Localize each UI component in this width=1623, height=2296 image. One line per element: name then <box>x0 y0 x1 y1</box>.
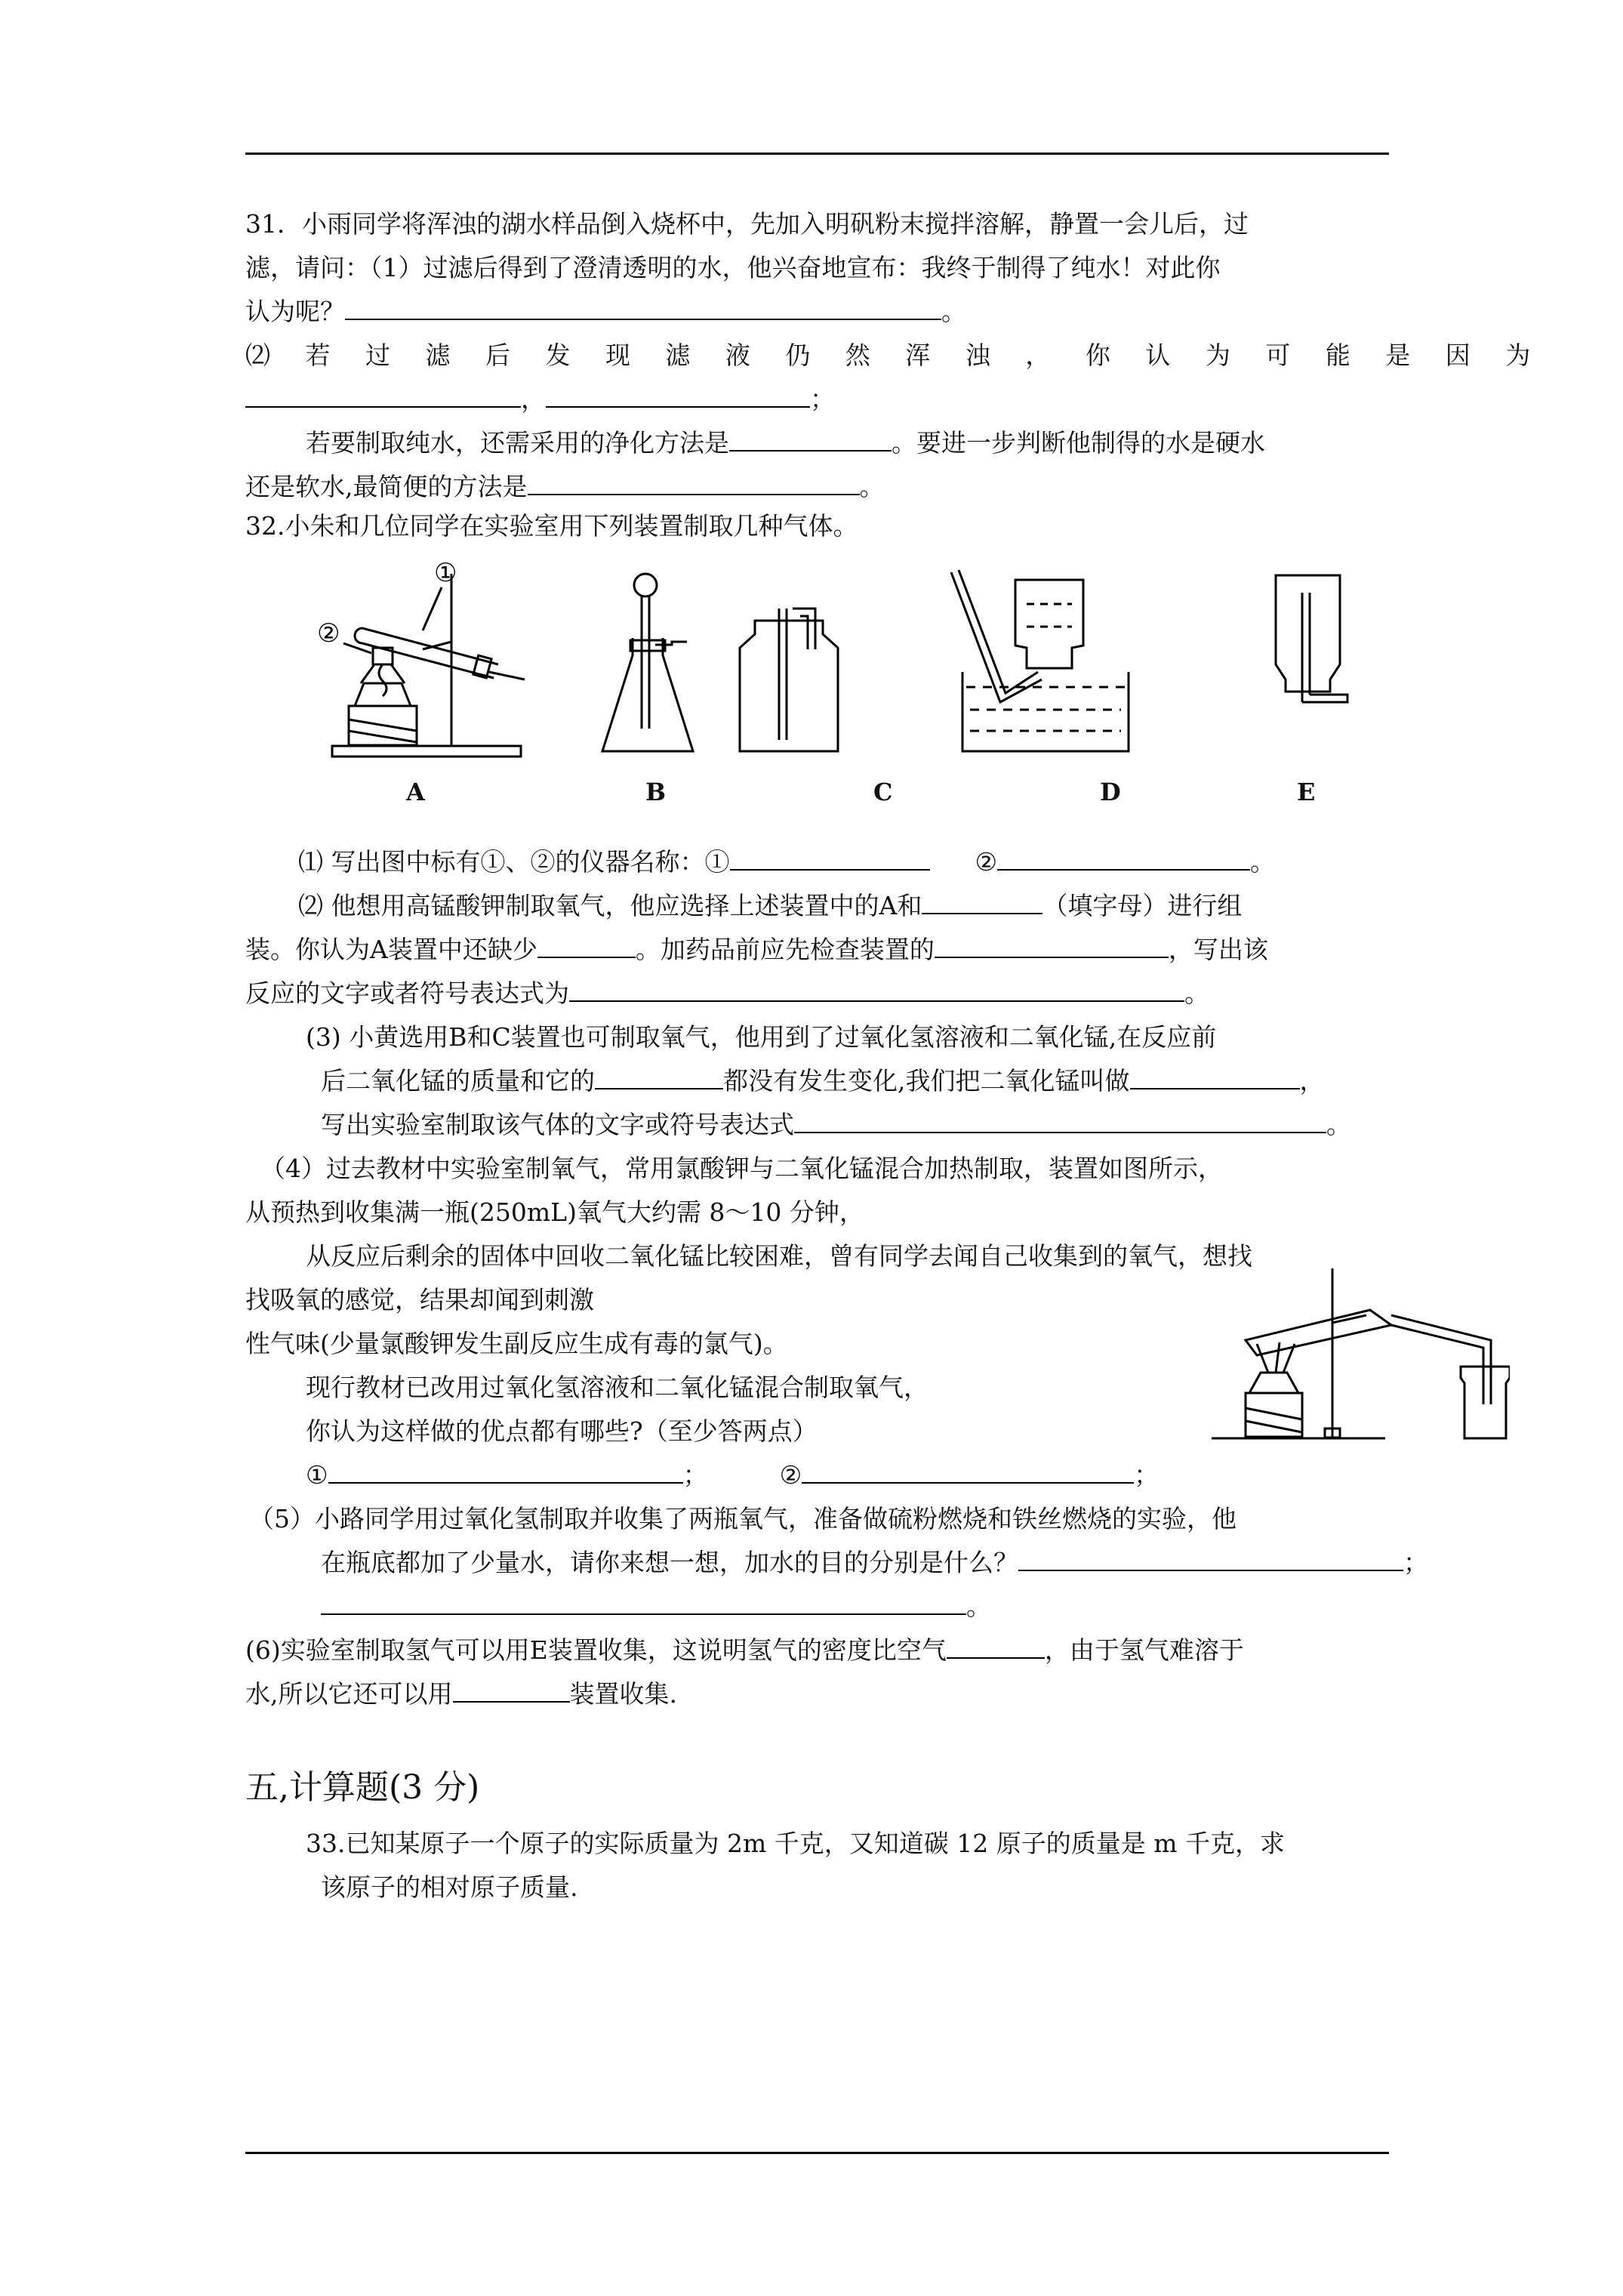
apparatus-e <box>1276 575 1347 702</box>
q31-line-3: 认为呢？ 。 <box>245 297 966 326</box>
apparatus-b <box>602 574 693 751</box>
kclo3-apparatus-figure <box>1212 1253 1510 1450</box>
section-5-title: 五,计算题(3 分) <box>245 1768 480 1807</box>
q31-line-1: 31．小雨同学将浑浊的湖水样品倒入烧杯中，先加入明矾粉末搅拌溶解，静置一会儿后，过 <box>245 209 1249 239</box>
apparatus-d <box>951 570 1129 751</box>
q32-part-3-line-3: 写出实验室制取该气体的文字或符号表达式 。 <box>321 1110 1351 1139</box>
answer-blank[interactable] <box>935 934 1169 958</box>
answer-blank[interactable] <box>528 471 860 495</box>
q32-part-6-line-1: (6)实验室制取氢气可以用E装置收集，这说明氢气的密度比空气 ，由于氢气难溶于 <box>245 1635 1244 1665</box>
apparatus-a <box>317 559 525 757</box>
q32-part-4-line-8: ① ； ② ； <box>306 1460 1160 1490</box>
q33-line-2: 该原子的相对原子质量. <box>321 1872 578 1902</box>
apparatus-c <box>740 609 838 751</box>
q31-line-7: 还是软水,最简便的方法是 。 <box>245 472 885 501</box>
figure-label-a: A <box>406 778 425 806</box>
q32-part-4-line-3: 从反应后剩余的固体中回收二氧化锰比较困难，曾有同学去闻自己收集到的氧气，想找 <box>306 1241 1252 1271</box>
answer-blank[interactable] <box>321 1591 966 1615</box>
answer-blank[interactable] <box>595 1065 723 1089</box>
q32-part-5-line-2: 在瓶底都加了少量水，请你来想一想，加水的目的分别是什么？ ； <box>321 1548 1428 1577</box>
q31-line-6: 若要制取纯水，还需采用的净化方法是 。要进一步判断他制得的水是硬水 <box>306 428 1265 458</box>
q31-line-4: ⑵ 若 过 滤 后 发 现 滤 液 仍 然 浑 浊 ， 你 认 为 可 能 是 因 为 <box>245 341 1544 370</box>
apparatus-figure <box>317 559 1374 770</box>
q32-part-6-line-2: 水,所以它还可以用 装置收集. <box>245 1679 677 1709</box>
q32-part-4-line-6: 现行教材已改用过氧化氢溶液和二氧化锰混合制取氧气， <box>306 1373 929 1402</box>
figure-label-d: D <box>1100 778 1121 806</box>
figure-label-b: B <box>645 778 667 806</box>
q32-part-4-line-4: 找吸氧的感觉，结果却闻到刺激 <box>245 1285 594 1314</box>
answer-blank[interactable] <box>802 1459 1134 1484</box>
q32-intro: 32.小朱和几位同学在实验室用下列装置制取几种气体。 <box>245 511 858 541</box>
q32-part-4-line-5: 性气味(少量氯酸钾发生副反应生成有毒的氯气)。 <box>245 1329 788 1358</box>
answer-blank[interactable] <box>569 978 1184 1002</box>
q31-line-2: 滤，请问：（1）过滤后得到了澄清透明的水，他兴奋地宣布：我终于制得了纯水！对此你 <box>245 253 1221 282</box>
top-rule <box>245 153 1389 155</box>
answer-blank[interactable] <box>328 1459 683 1484</box>
answer-blank[interactable] <box>245 384 521 408</box>
figure-label-c: C <box>873 778 893 806</box>
q32-part-2-line-2: 装。你认为A装置中还缺少 。加药品前应先检查装置的 ，写出该 <box>245 935 1268 964</box>
answer-blank[interactable] <box>1018 1547 1403 1571</box>
q33-line-1: 33.已知某原子一个原子的实际质量为 2m 千克，又知道碳 12 原子的质量是 m 千克，求 <box>306 1829 1285 1858</box>
answer-blank[interactable] <box>729 427 892 451</box>
figure-label-e: E <box>1297 778 1316 806</box>
q32-part-4-line-7: 你认为这样做的优点都有哪些?（至少答两点） <box>306 1416 818 1446</box>
answer-blank[interactable] <box>922 890 1042 914</box>
q32-part-2-line-1: ⑵ 他想用高锰酸钾制取氧气，他应选择上述装置中的A和 （填字母）进行组 <box>298 891 1243 920</box>
q32-part-4-line-2: 从预热到收集满一瓶(250mL)氧气大约需 8～10 分钟， <box>245 1197 864 1227</box>
q32-part-5-line-1: （5）小路同学用过氧化氢制取并收集了两瓶氧气，准备做硫粉燃烧和铁丝燃烧的实验，他 <box>249 1504 1236 1533</box>
answer-blank[interactable] <box>947 1635 1045 1659</box>
bottom-rule <box>245 2152 1389 2154</box>
q32-part-1: ⑴ 写出图中标有①、②的仪器名称：① ② 。 <box>298 847 1276 877</box>
answer-blank[interactable] <box>453 1678 570 1703</box>
label-circle-1: ① <box>434 559 457 588</box>
answer-blank[interactable] <box>537 934 636 958</box>
label-circle-2: ② <box>317 618 340 649</box>
answer-blank[interactable] <box>1130 1065 1300 1089</box>
q32-part-2-line-3: 反应的文字或者符号表达式为 。 <box>245 978 1209 1008</box>
q32-part-5-line-3: 。 <box>321 1590 991 1623</box>
answer-blank[interactable] <box>546 384 810 408</box>
q32-part-3-line-2: 后二氧化锰的质量和它的 都没有发生变化,我们把二氧化锰叫做 ， <box>321 1066 1325 1096</box>
q32-part-3-line-1: (3) 小黄选用B和C装置也可制取氧气，他用到了过氧化氢溶液和二氧化锰,在反应前 <box>306 1022 1217 1052</box>
answer-blank[interactable] <box>345 296 941 320</box>
answer-blank[interactable] <box>794 1109 1326 1133</box>
answer-blank[interactable] <box>730 846 930 871</box>
answer-blank[interactable] <box>997 846 1250 871</box>
q32-part-4-line-1: （4）过去教材中实验室制氧气，常用氯酸钾与二氧化锰混合加热制取，装置如图所示， <box>260 1154 1223 1183</box>
q31-line-5: ， ； <box>245 383 835 416</box>
